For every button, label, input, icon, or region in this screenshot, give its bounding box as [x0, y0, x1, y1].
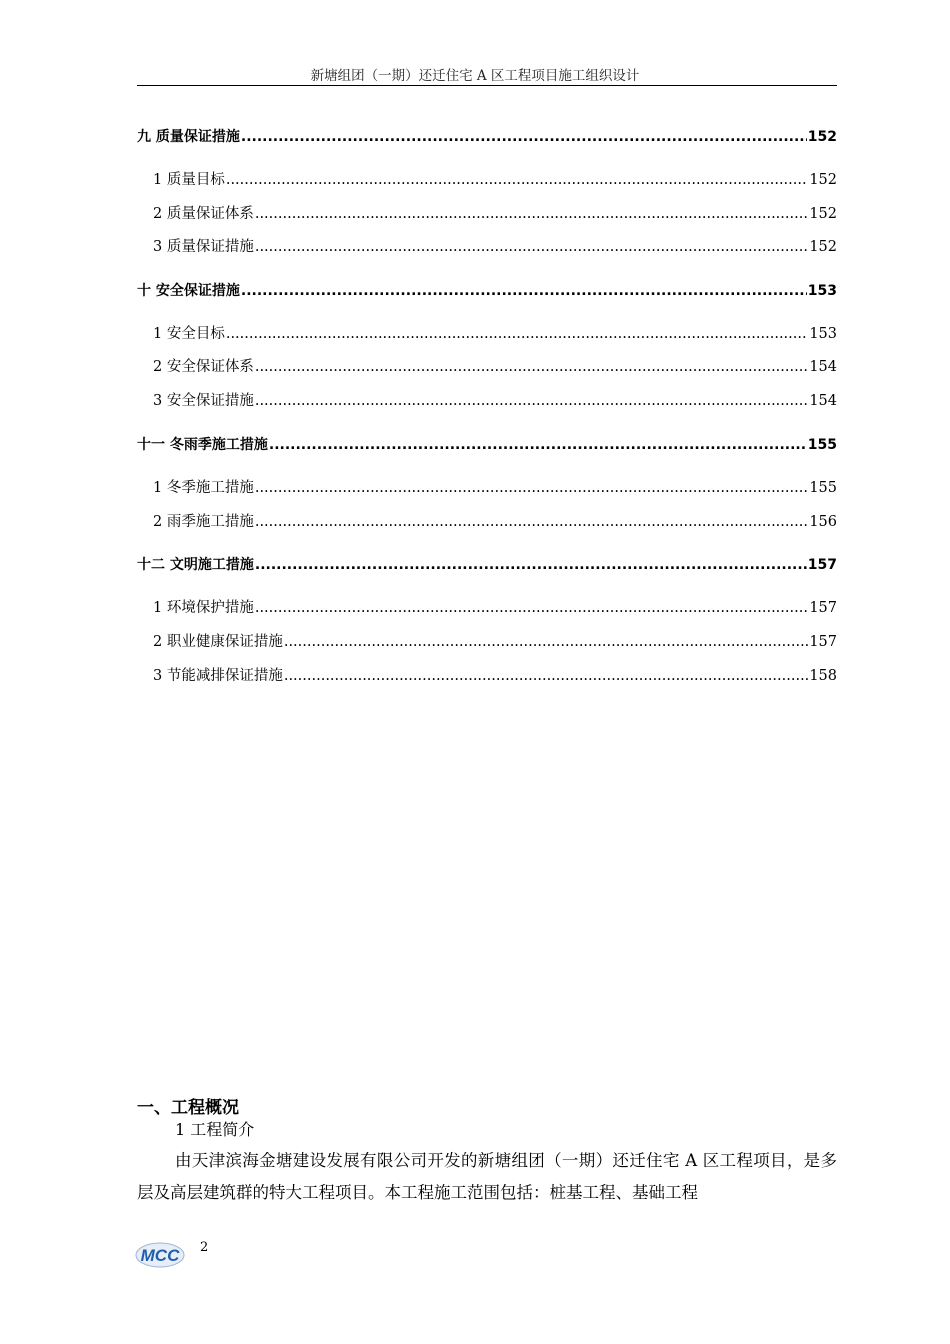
toc-entry-12-2[interactable] — [137, 633, 837, 651]
toc-label: 3 节能减排保证措施 — [153, 668, 283, 684]
toc-section-10[interactable] — [137, 282, 837, 300]
toc-entry-12-3[interactable] — [137, 667, 837, 685]
page-header-title: 新塘组团（一期）还迁住宅 A 区工程项目施工组织设计 — [310, 68, 640, 84]
toc-page: 155 — [809, 480, 837, 496]
toc-leader — [255, 205, 808, 223]
toc-section-9[interactable] — [137, 128, 837, 146]
toc-leader — [284, 667, 808, 685]
toc-page: 157 — [809, 600, 837, 616]
toc-label: 2 雨季施工措施 — [153, 514, 254, 530]
toc-entry-10-3[interactable] — [137, 392, 837, 410]
body-paragraph: 由天津滨海金塘建设发展有限公司开发的新塘组团（一期）还迁住宅 A 区工程项目，是多层及高层建筑群的特大工程项目。本工程施工范围包括：桩基工程、基础工程 — [137, 1151, 837, 1202]
toc-label: 1 环境保护措施 — [153, 600, 254, 616]
toc-leader — [255, 479, 808, 497]
toc-page: 156 — [809, 514, 837, 530]
mcc-logo — [134, 1240, 186, 1270]
toc-page: 153 — [809, 326, 837, 342]
toc-label: 十一 冬雨季施工措施 — [137, 437, 268, 453]
toc-label: 1 质量目标 — [153, 172, 225, 188]
toc-leader — [284, 633, 808, 651]
toc-leader — [255, 513, 808, 531]
toc-page: 152 — [809, 206, 837, 222]
toc-leader — [255, 599, 808, 617]
toc-leader — [226, 171, 808, 189]
mcc-logo-icon — [134, 1240, 186, 1270]
toc-leader — [255, 556, 807, 574]
toc-page: 158 — [809, 668, 837, 684]
toc-label: 十二 文明施工措施 — [137, 557, 254, 573]
toc-entry-9-1[interactable] — [137, 171, 837, 189]
toc-leader — [255, 358, 808, 376]
toc-leader — [269, 436, 807, 454]
subsection-heading: 1 工程简介 — [175, 1120, 255, 1139]
toc-label: 1 冬季施工措施 — [153, 480, 254, 496]
toc-label: 2 职业健康保证措施 — [153, 634, 283, 650]
section-heading: 一、工程概况 — [137, 1098, 239, 1118]
toc-label: 十 安全保证措施 — [137, 283, 240, 299]
toc-label: 九 质量保证措施 — [137, 129, 240, 145]
toc-page: 157 — [807, 557, 837, 573]
toc-leader — [255, 238, 808, 256]
page-number: 2 — [200, 1240, 209, 1255]
toc-page: 157 — [809, 634, 837, 650]
toc-label: 2 安全保证体系 — [153, 359, 254, 375]
toc-label: 3 质量保证措施 — [153, 239, 254, 255]
toc-page: 152 — [809, 239, 837, 255]
toc-entry-10-1[interactable] — [137, 325, 837, 343]
toc-label: 2 质量保证体系 — [153, 206, 254, 222]
toc-page: 155 — [807, 437, 837, 453]
toc-entry-9-2[interactable] — [137, 205, 837, 223]
toc-entry-9-3[interactable] — [137, 238, 837, 256]
toc-entry-12-1[interactable] — [137, 599, 837, 617]
toc-leader — [255, 392, 808, 410]
toc-section-11[interactable] — [137, 436, 837, 454]
header-rule — [137, 85, 837, 86]
toc-label: 1 安全目标 — [153, 326, 225, 342]
toc-page: 152 — [809, 172, 837, 188]
toc-leader — [241, 128, 807, 146]
toc-label: 3 安全保证措施 — [153, 393, 254, 409]
toc-page: 153 — [807, 283, 837, 299]
toc-section-12[interactable] — [137, 556, 837, 574]
toc-page: 152 — [807, 129, 837, 145]
toc-entry-11-1[interactable] — [137, 479, 837, 497]
toc-entry-11-2[interactable] — [137, 513, 837, 531]
toc-leader — [226, 325, 808, 343]
toc-page: 154 — [809, 359, 837, 375]
toc-leader — [241, 282, 807, 300]
logo-wordmark: MCC — [140, 1246, 180, 1265]
toc-page: 154 — [809, 393, 837, 409]
toc-entry-10-2[interactable] — [137, 358, 837, 376]
